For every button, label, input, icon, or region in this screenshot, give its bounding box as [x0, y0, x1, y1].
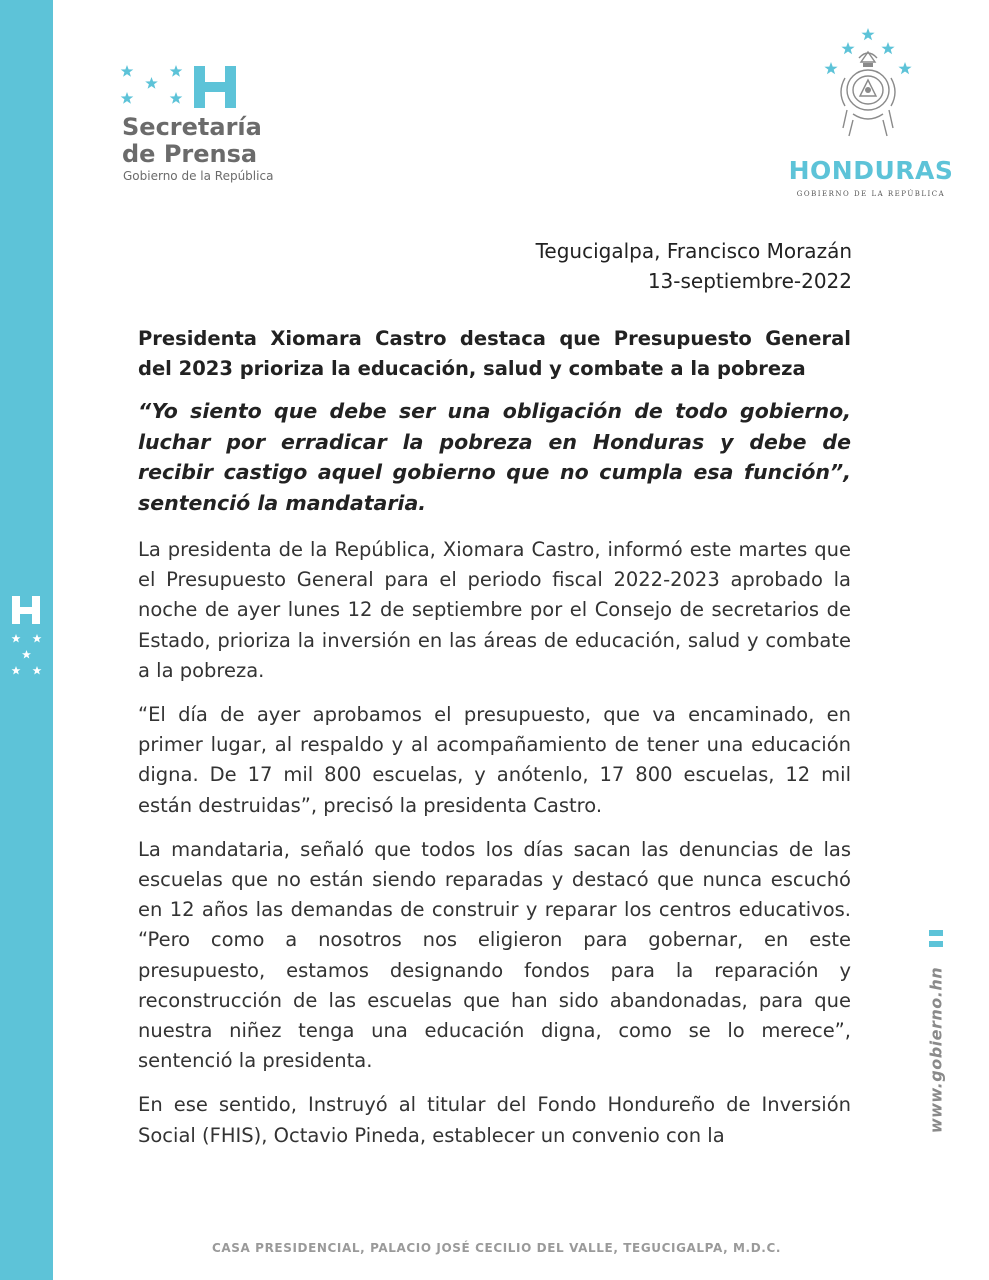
secretaria-line2: de Prensa	[122, 140, 258, 168]
h-stars-logo-icon	[10, 596, 44, 686]
dateline-place: Tegucigalpa, Francisco Morazán	[535, 239, 852, 263]
secretaria-prensa-logo	[118, 62, 318, 192]
press-release-body	[138, 324, 851, 1165]
honduras-logo	[783, 28, 963, 203]
paragraph: La presidenta de la República, Xiomara Castro, informó este martes que el Presupuesto General para el periodo fiscal 2022-2023 aprobado la noche de ayer lunes 12 de septiembre por el Consejo de secretarios de Estado, prioriza la inversión en las áreas de educación, salud y combate a la pobreza.	[138, 538, 851, 682]
h-mark-icon	[929, 930, 943, 950]
coat-of-arms-icon	[823, 28, 913, 148]
headline: Presidenta Xiomara Castro destaca que Presupuesto General del 2023 prioriza la educación, salud y combate a la pobreza	[138, 327, 851, 380]
honduras-subtitle: GOBIERNO DE LA REPÚBLICA	[796, 190, 946, 198]
side-accent-bar	[0, 0, 53, 1280]
paragraph: En ese sentido, Instruyó al titular del Fondo Hondureño de Inversión Social (FHIS), Octavio Pineda, establecer un convenio con la	[138, 1093, 851, 1147]
secretaria-subtitle: Gobierno de la República	[123, 169, 274, 183]
dateline-date: 13-septiembre-2022	[647, 269, 852, 293]
pull-quote: “Yo siento que debe ser una obligación de todo gobierno, luchar por erradicar la pobreza en Honduras y debe de recibir castigo aquel gobierno que no cumpla esa función”, sentenció la mandataria.	[138, 399, 851, 515]
website-link[interactable]: www.gobierno.hn	[926, 966, 946, 1134]
secretaria-line1: Secretaría	[122, 113, 262, 141]
h-letter-icon	[192, 66, 238, 108]
five-stars-icon	[118, 62, 188, 112]
paragraph: “El día de ayer aprobamos el presupuesto, que va encaminado, en primer lugar, al respaldo y al acompañamiento de tener una educación digna. De 17 mil 800 escuelas, y anótenlo, 17 800 escuelas, 12 mil están destruidas”, precisó la presidenta Castro.	[138, 703, 851, 817]
footer-address: CASA PRESIDENCIAL, PALACIO JOSÉ CECILIO DEL VALLE, TEGUCIGALPA, M.D.C.	[211, 1241, 782, 1255]
honduras-name: HONDURAS	[788, 156, 954, 185]
dateline	[536, 236, 852, 296]
website-vertical	[916, 928, 956, 1134]
paragraph: La mandataria, señaló que todos los días sacan las denuncias de las escuelas que no están siendo reparadas y destacó que nunca escuchó en 12 años las demandas de construir y reparar los centros educativos. “Pero como a nosotros nos eligieron para gobernar, en este presupuesto, estamos designando fondos para la reparación y reconstrucción de las escuelas que han sido abandonadas, para que nuestra niñez tenga una educación digna, como se lo merece”, sentenció la presidenta.	[138, 837, 851, 1073]
secretaria-prensa-title	[122, 114, 262, 168]
